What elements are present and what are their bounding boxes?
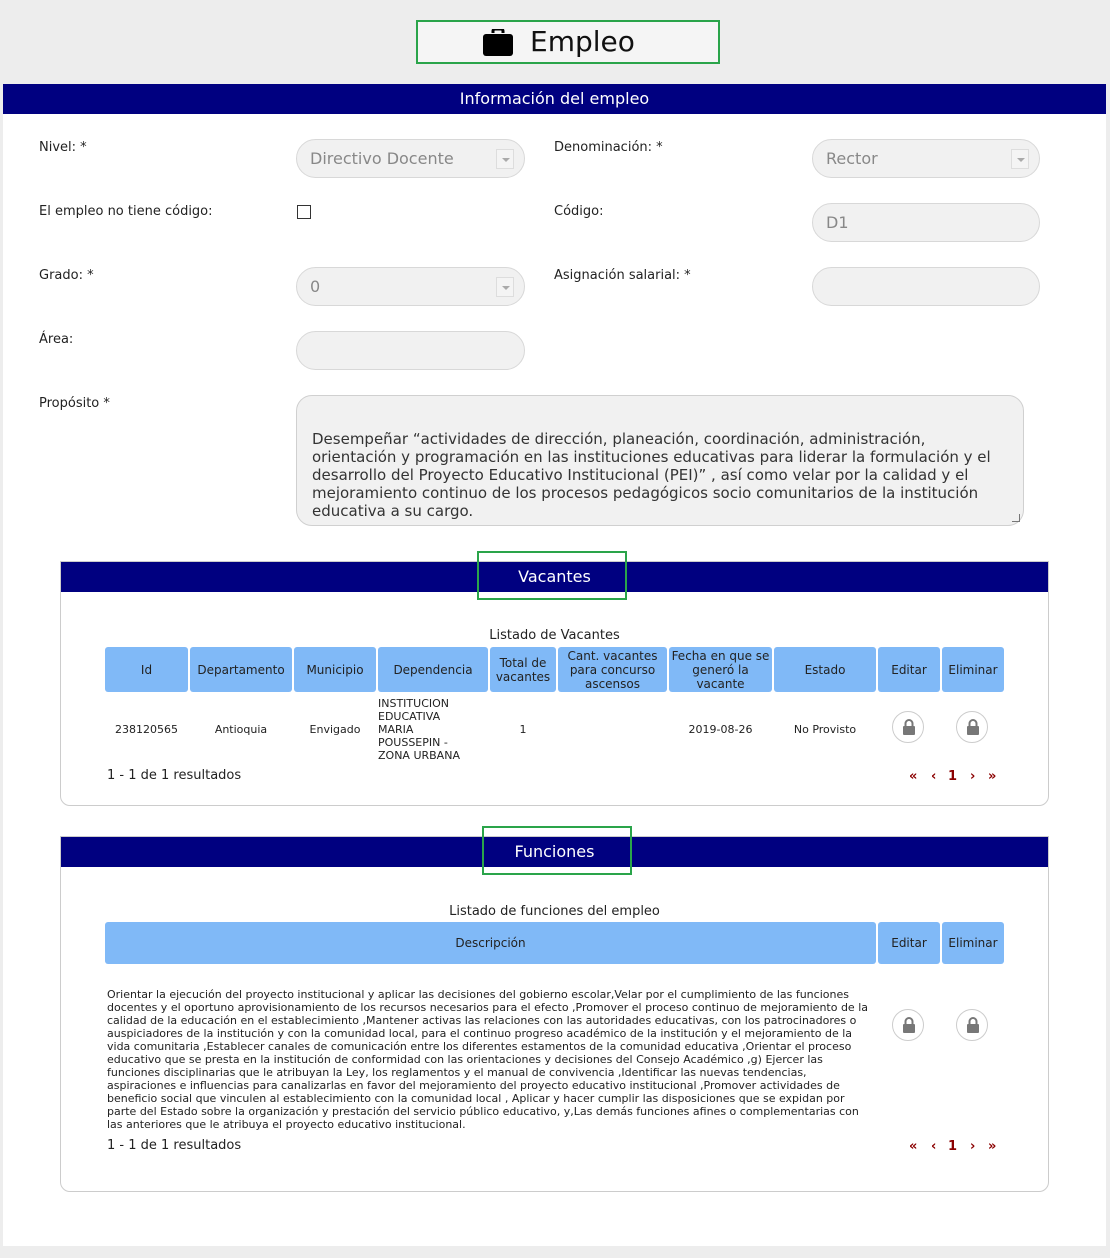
vacantes-header: Vacantes bbox=[61, 562, 1048, 592]
cell-municipio: Envigado bbox=[309, 722, 361, 736]
denominacion-value: Rector bbox=[826, 149, 878, 168]
th-cant: Cant. vacantes para concurso ascensos bbox=[558, 647, 667, 692]
vacantes-highlight bbox=[477, 551, 627, 600]
vacantes-caption: Listado de Vacantes bbox=[489, 628, 620, 643]
codigo-label: Código: bbox=[554, 204, 604, 219]
codigo-value: D1 bbox=[826, 213, 849, 232]
sin-codigo-checkbox[interactable] bbox=[297, 205, 311, 219]
delete-funcion-button[interactable] bbox=[956, 1009, 988, 1041]
nivel-value: Directivo Docente bbox=[310, 149, 454, 168]
edit-vacante-button[interactable] bbox=[892, 711, 924, 743]
cell-estado: No Provisto bbox=[793, 722, 857, 736]
th-dependencia: Dependencia bbox=[378, 647, 488, 692]
funciones-pager bbox=[909, 1139, 1005, 1155]
funciones-highlight bbox=[482, 826, 632, 875]
area-input[interactable] bbox=[296, 331, 525, 370]
grado-select[interactable] bbox=[296, 267, 525, 306]
pager-next-button[interactable]: › bbox=[970, 769, 976, 784]
resize-handle-icon[interactable] bbox=[1012, 514, 1020, 522]
cell-departamento: Antioquia bbox=[214, 722, 268, 736]
proposito-textarea[interactable] bbox=[296, 395, 1024, 526]
chevron-down-icon[interactable] bbox=[1011, 149, 1029, 169]
cell-id: 238120565 bbox=[115, 722, 178, 736]
th-departamento: Departamento bbox=[190, 647, 292, 692]
grado-label: Grado: * bbox=[39, 268, 94, 283]
pager-first-button[interactable]: « bbox=[909, 769, 918, 784]
vacantes-pager bbox=[909, 769, 1005, 785]
pager-last-button[interactable]: » bbox=[988, 769, 997, 784]
cell-total: 1 bbox=[519, 722, 527, 736]
lock-icon bbox=[966, 719, 980, 735]
funciones-caption: Listado de funciones del empleo bbox=[449, 904, 660, 919]
th-fecha: Fecha en que se generó la vacante bbox=[669, 647, 772, 692]
denominacion-label: Denominación: * bbox=[554, 140, 663, 155]
asignacion-label: Asignación salarial: * bbox=[554, 268, 691, 283]
pager-next-button[interactable]: › bbox=[970, 1139, 976, 1154]
th-id: Id bbox=[105, 647, 188, 692]
pager-first-button[interactable]: « bbox=[909, 1139, 918, 1154]
denominacion-select[interactable] bbox=[812, 139, 1040, 178]
page-title-box bbox=[416, 20, 720, 64]
th-eliminar: Eliminar bbox=[942, 922, 1004, 964]
briefcase-icon bbox=[482, 29, 514, 57]
th-municipio: Municipio bbox=[294, 647, 376, 692]
pager-page-1[interactable]: 1 bbox=[948, 769, 958, 784]
vacantes-card bbox=[60, 561, 1049, 806]
grado-value: 0 bbox=[310, 277, 321, 296]
proposito-value: Desempeñar “actividades de dirección, planeación, coordinación, administración, orientación y programación en las instituciones educativas para liderar la formulación y el desarrollo del Proyecto Educativo Institucional (PEI)” , así como velar por la calidad y el mejoramiento continuo de los procesos pedagógicos socio comunitarios de la institución educativa a su cargo. bbox=[312, 430, 991, 520]
vacantes-results: 1 - 1 de 1 resultados bbox=[107, 768, 242, 783]
codigo-input[interactable] bbox=[812, 203, 1040, 242]
page-title: Empleo bbox=[530, 25, 635, 58]
cell-descripcion: Orientar la ejecución del proyecto institucional y aplicar las decisiones del gobierno escolar,Velar por el cumplimiento de las funciones docentes y el oportuno aprovisionamiento de los recursos necesarios para el efecto ,Promover el proceso continuo de mejoramiento de la calidad de la educación en el establecimiento ,Mantener activas las relaciones con las autoridades educativas, con los patrocinadores o auspiciadores de la institución y con la comunidad local, para el continuo progreso académico de la institución y el mejoramiento de la vida comunitaria ,Establecer canales de comunicación entre los diferentes estamentos de la comunidad educativa ,Orientar el proceso educativo que se presta en la institución de conformidad con las orientaciones y decisiones del Consejo Académico ,g) Ejercer las funciones disciplinarias que le atribuyan la Ley, los reglamentos y el manual de convivencia ,Identificar las nuevas tendencias, aspiraciones e influencias para canalizarlas en favor del mejoramiento del proyecto educativo institucional ,Promover actividades de beneficio social que vinculen al establecimiento con la comunidad local , Aplicar y hacer cumplir las disposiciones que se expidan por parte del Estado sobre la organización y prestación del servicio público educativo, y,Las demás funciones afines o complementarias con las anteriores que le atribuya el proyecto educativo institucional. bbox=[107, 988, 868, 1131]
th-eliminar: Eliminar bbox=[942, 647, 1004, 692]
th-descripcion: Descripción bbox=[105, 922, 876, 964]
proposito-label: Propósito * bbox=[39, 396, 110, 411]
cell-dependencia: INSTITUCION EDUCATIVA MARIA POUSSEPIN - ZONA URBANA bbox=[378, 696, 460, 762]
edit-funcion-button[interactable] bbox=[892, 1009, 924, 1041]
cell-fecha: 2019-08-26 bbox=[688, 722, 753, 736]
chevron-down-icon[interactable] bbox=[496, 277, 514, 297]
th-editar: Editar bbox=[878, 647, 940, 692]
nivel-select[interactable] bbox=[296, 139, 525, 178]
pager-prev-button[interactable]: ‹ bbox=[931, 1139, 937, 1154]
chevron-down-icon[interactable] bbox=[496, 149, 514, 169]
asignacion-input[interactable] bbox=[812, 267, 1040, 306]
th-estado: Estado bbox=[774, 647, 876, 692]
funciones-card bbox=[60, 836, 1049, 1192]
pager-prev-button[interactable]: ‹ bbox=[931, 769, 937, 784]
lock-icon bbox=[902, 719, 916, 735]
nivel-label: Nivel: * bbox=[39, 140, 87, 155]
cell-cant bbox=[558, 696, 667, 762]
th-total: Total de vacantes bbox=[490, 647, 556, 692]
funciones-results: 1 - 1 de 1 resultados bbox=[107, 1138, 242, 1153]
area-label: Área: bbox=[39, 332, 74, 347]
sin-codigo-label: El empleo no tiene código: bbox=[39, 204, 213, 219]
delete-vacante-button[interactable] bbox=[956, 711, 988, 743]
th-editar: Editar bbox=[878, 922, 940, 964]
info-panel bbox=[3, 84, 1106, 1246]
lock-icon bbox=[966, 1017, 980, 1033]
pager-page-1[interactable]: 1 bbox=[948, 1139, 958, 1154]
pager-last-button[interactable]: » bbox=[988, 1139, 997, 1154]
info-header: Información del empleo bbox=[3, 84, 1106, 114]
funciones-header: Funciones bbox=[61, 837, 1048, 867]
lock-icon bbox=[902, 1017, 916, 1033]
